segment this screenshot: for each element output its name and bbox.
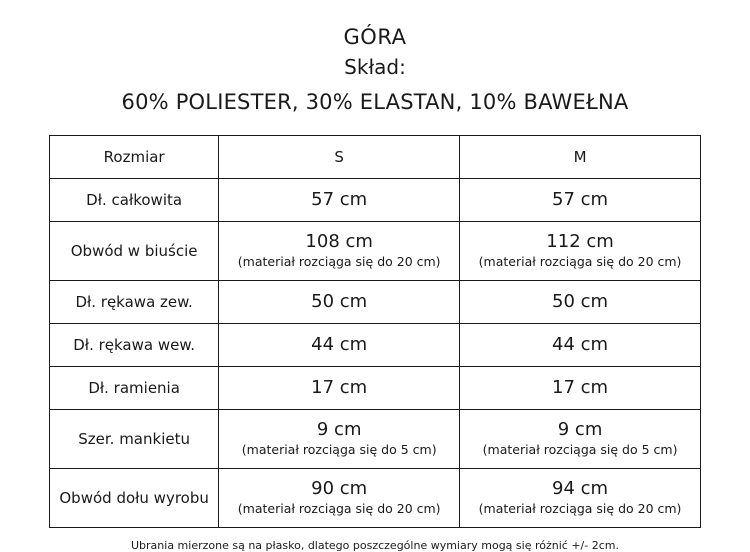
row-label: Dł. rękawa zew.: [50, 280, 219, 323]
cell-value: 90 cm: [311, 478, 368, 500]
cell-size-s: [219, 409, 460, 468]
row-label: Szer. mankietu: [50, 409, 219, 468]
cell-note: (materiał rozciąga się do 20 cm): [478, 500, 682, 516]
table-row: [50, 221, 701, 280]
cell-value: 17 cm: [311, 376, 368, 398]
cell-value: 108 cm: [305, 231, 373, 253]
composition-label: Skład:: [344, 55, 406, 80]
cell-note: (materiał rozciąga się do 5 cm): [241, 441, 437, 457]
table-body: [50, 178, 701, 527]
table-row: [50, 409, 701, 468]
cell-size-s: [219, 280, 460, 323]
cell-value: 94 cm: [552, 478, 609, 500]
cell-value: 57 cm: [311, 188, 368, 210]
composition-value: 60% POLIESTER, 30% ELASTAN, 10% BAWEŁNA: [121, 90, 629, 115]
cell-value: 57 cm: [552, 188, 609, 210]
cell-size-m: [460, 178, 701, 221]
cell-size-s: [219, 221, 460, 280]
row-label: Dł. całkowita: [50, 178, 219, 221]
cell-size-s: [219, 366, 460, 409]
cell-size-m: [460, 280, 701, 323]
cell-value: 9 cm: [316, 419, 362, 441]
row-label: Obwód dołu wyrobu: [50, 468, 219, 527]
cell-note: (materiał rozciąga się do 20 cm): [478, 253, 682, 269]
cell-value: 50 cm: [311, 290, 368, 312]
row-label: Obwód w biuście: [50, 221, 219, 280]
row-label: Dł. ramienia: [50, 366, 219, 409]
cell-value: 44 cm: [552, 333, 609, 355]
table-header-row: [50, 135, 701, 178]
size-table: [49, 135, 701, 528]
cell-size-m: [460, 221, 701, 280]
cell-size-m: [460, 323, 701, 366]
size-table-wrapper: [49, 135, 701, 528]
table-row: [50, 280, 701, 323]
table-header: [50, 135, 701, 178]
column-header-size-m: M: [460, 135, 701, 178]
cell-value: 50 cm: [552, 290, 609, 312]
cell-size-m: [460, 366, 701, 409]
cell-value: 9 cm: [557, 419, 603, 441]
measurement-disclaimer: Ubrania mierzone są na płasko, dlatego poszczególne wymiary mogą się różnić +/- 2cm.: [131, 538, 619, 552]
cell-size-s: [219, 178, 460, 221]
cell-size-m: [460, 409, 701, 468]
cell-size-s: [219, 468, 460, 527]
column-header-size-s: S: [219, 135, 460, 178]
row-label: Dł. rękawa wew.: [50, 323, 219, 366]
page-title: GÓRA: [343, 25, 407, 49]
table-row: [50, 468, 701, 527]
table-row: [50, 366, 701, 409]
cell-size-s: [219, 323, 460, 366]
cell-note: (materiał rozciąga się do 5 cm): [482, 441, 678, 457]
cell-note: (materiał rozciąga się do 20 cm): [237, 500, 441, 516]
column-header-measure: Rozmiar: [50, 135, 219, 178]
table-row: [50, 178, 701, 221]
cell-value: 44 cm: [311, 333, 368, 355]
cell-value: 17 cm: [552, 376, 609, 398]
cell-size-m: [460, 468, 701, 527]
cell-note: (materiał rozciąga się do 20 cm): [237, 253, 441, 269]
cell-value: 112 cm: [546, 231, 614, 253]
table-row: [50, 323, 701, 366]
